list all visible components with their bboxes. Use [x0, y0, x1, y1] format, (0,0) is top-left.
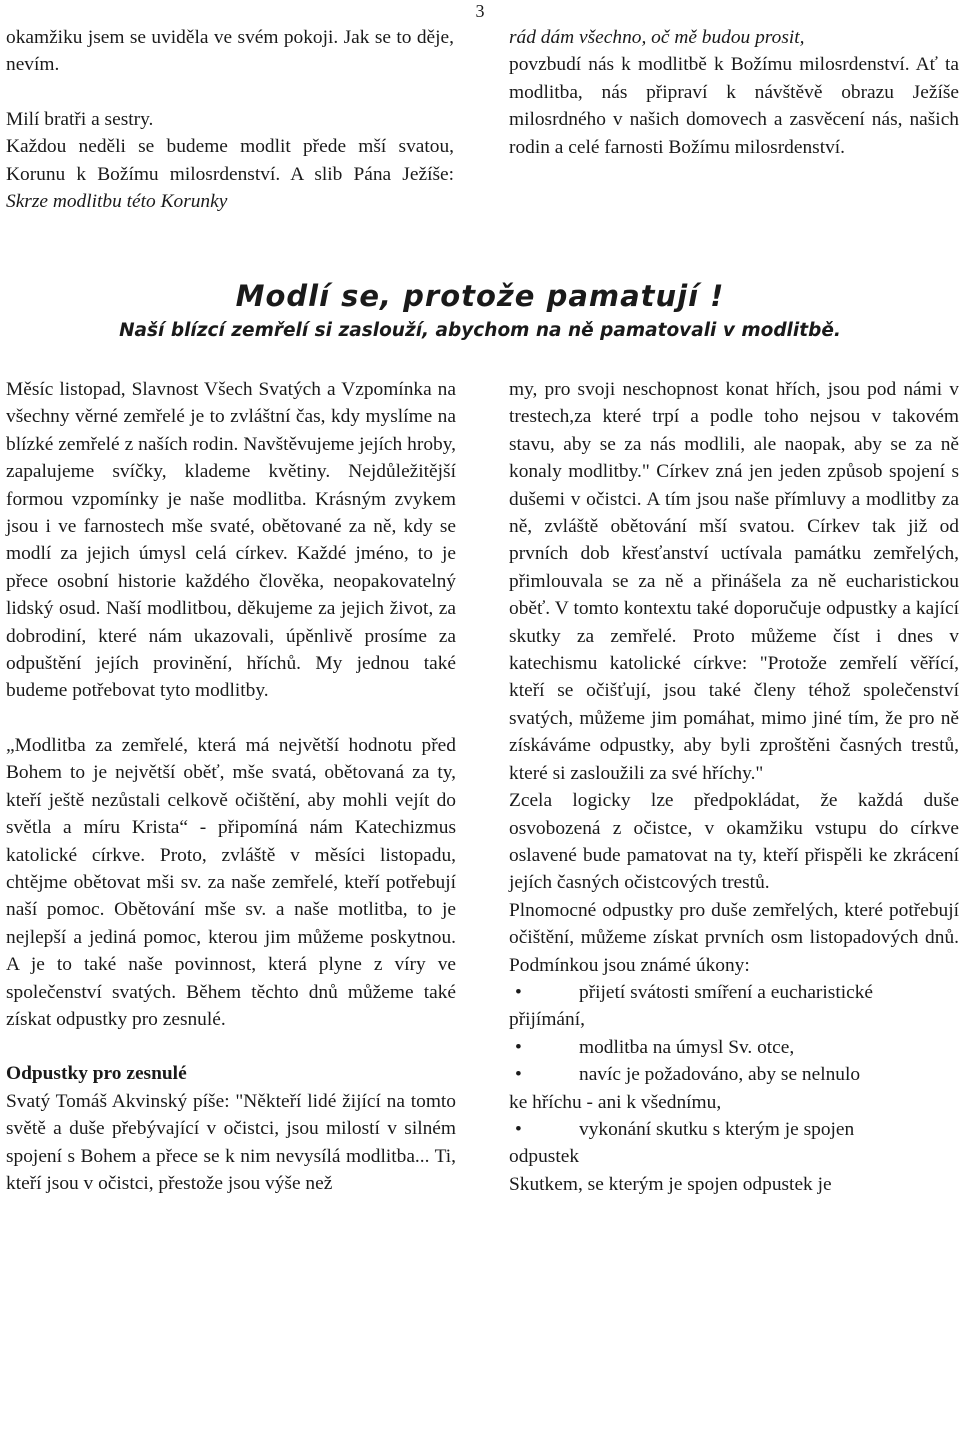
italic-quote: Skrze modlitbu této Korunky	[6, 191, 228, 213]
heading-title: Modlí se, protože pamatují !	[235, 279, 725, 313]
paragraph: Plnomocné odpustky pro duše zemřelých, které potřebují očištění, můžeme získat prvních osm listopadových dnů. Podmínkou jsou známé úkony:	[509, 899, 959, 976]
left-column	[6, 376, 456, 1197]
paragraph	[6, 133, 454, 215]
list-item-text: modlitba na úmysl Sv. otce,	[579, 1036, 795, 1058]
paragraph: Zcela logicky lze předpokládat, že každá duše osvobozená z očistce, v okamžiku vstupu do církve oslavené bude pamatovat na ty, kteří přispěli ke zkrácení jejích časných očistcových trestů.	[509, 790, 959, 894]
heading-subtitle: Naší blízcí zemřelí si zaslouží, abychom na ně pamatovali v modlitbě.	[119, 320, 841, 341]
bullet-list	[509, 979, 959, 1171]
list-item	[509, 1061, 959, 1116]
paragraph: „Modlitba za zemřelé, která má největší hodnotu před Bohem to je největší oběť, mše svatá, obětovaná za ty, kteří ještě nezůstali celkově očištění, aby mohli vejít do světla a míru Krista“ - připomíná nám Katechizmus katolické církve. Proto, zvláště v měsíci listopadu, chtějme obětovat mši sv. za naše zemřelé, kteří potřebují naší pomoc. Obětování mše sv. a naše motlitba, to je nejlepší a jediná pomoc, kterou jim můžeme poskytnou. A je to také naše povinnost, která plyne z víry ve společenství svatých. Během těchto dnů můžeme také získat odpustky pro zesnulé.	[6, 734, 456, 1030]
list-item-continuation: přijímání,	[509, 1009, 585, 1031]
list-item-text: navíc je požadováno, aby se nelnulo	[579, 1064, 861, 1086]
section-heading	[0, 276, 960, 344]
right-column	[509, 376, 959, 1198]
list-item	[509, 979, 959, 1034]
subheading-odpustky: Odpustky pro zesnulé	[6, 1063, 187, 1085]
bullet-icon: •	[515, 1118, 522, 1140]
top-right-column	[509, 24, 959, 161]
paragraph: povzbudí nás k modlitbě k Božímu milosrdenství. Ať ta modlitba, nás připraví k návštěvě obrazu Ježíše milosrdného v našich domovech a zasvěcení nás, našich rodin a celé farnosti Božímu milosrdenství.	[509, 54, 959, 158]
paragraph: Svatý Tomáš Akvinský píše: "Někteří lidé žijící na tomto světě a duše přebývající v očistci, jsou milostí v silném spojení s Bohem a přece se k nim nevysílá modlitba... Ti, kteří jsou v očistci, přestože jsou výše než	[6, 1090, 456, 1194]
list-item-text: vykonání skutku s kterým je spojen	[579, 1118, 855, 1140]
paragraph: Měsíc listopad, Slavnost Všech Svatých a Vzpomínka na všechny věrné zemřelé je to zvláštní čas, kdy myslíme na blízké zemřelé z naších rodin. Navštěvujeme jejích hroby, zapalujeme svíčky, klademe květiny. Nejdůležitější formou vzpomínky je naše modlitba. Krásným zvykem jsou i ve farnostech mše svaté, obětované za ně, kdy se modlí za jejich úmysl celá církev. Každé jméno, to je přece osobní historie každého člověka, neopakovatelný lidský osud. Naší modlitbou, děkujeme za jejich život, za dobrodiní, které nám ukazovali, úpěnlivě prosíme za odpuštění jejích provinění, hříchů. My jednou také budeme potřebovat tyto modlitby.	[6, 379, 456, 702]
list-item-continuation: ke hříchu - ani k všednímu,	[509, 1091, 722, 1113]
paragraph: Skutkem, se kterým je spojen odpustek je	[509, 1173, 832, 1195]
italic-quote: rád dám všechno, oč mě budou prosit,	[509, 27, 805, 48]
paragraph: my, pro svoji neschopnost konat hřích, jsou pod námi v trestech,za které trpí a podle toho nejsou v takovém stavu, aby se za nás modlili, ale naopak, aby se za ně konaly modlitby." Církev zná jen jeden způsob spojení s dušemi v očistci. A tím jsou naše přímluvy a modlitby za ně, zvláště obětování mší svatou. Církev tak již od prvních dob křesťanství uctívala památku zemřelých, přimlouvala se za ně a přinášela za ně eucharistickou oběť. V tomto kontextu také doporučuje odpustky a kající skutky za zemřelé. Proto můžeme číst i dnes v katechismu katolické církve: "Protože zemřelí věřící, kteří se očišťují, jsou také členy téhož společenství svatých, můžeme jim pomáhat, mimo jiné tím, že pro ně získáváme odpustky, aby byli zproštěni časných trestů, které si zasloužili za své hříchy."	[509, 379, 959, 784]
list-item	[509, 1034, 959, 1061]
list-item-text: přijetí svátosti smíření a eucharistické	[579, 981, 874, 1003]
text-span: Každou neděli se budeme modlit přede mší svatou, Korunu k Božímu milosrdenství. A slib Pána Ježíše:	[6, 136, 454, 185]
list-item	[509, 1116, 959, 1171]
paragraph: okamžiku jsem se uviděla ve svém pokoji. Jak se to děje, nevím.	[6, 27, 454, 76]
top-left-column	[6, 24, 454, 215]
bullet-icon: •	[515, 1064, 522, 1086]
page-number: 3	[475, 1, 485, 21]
list-item-continuation: odpustek	[509, 1146, 580, 1168]
bullet-icon: •	[515, 1036, 522, 1058]
bullet-icon: •	[515, 981, 522, 1003]
paragraph: Milí bratři a sestry.	[6, 108, 154, 130]
